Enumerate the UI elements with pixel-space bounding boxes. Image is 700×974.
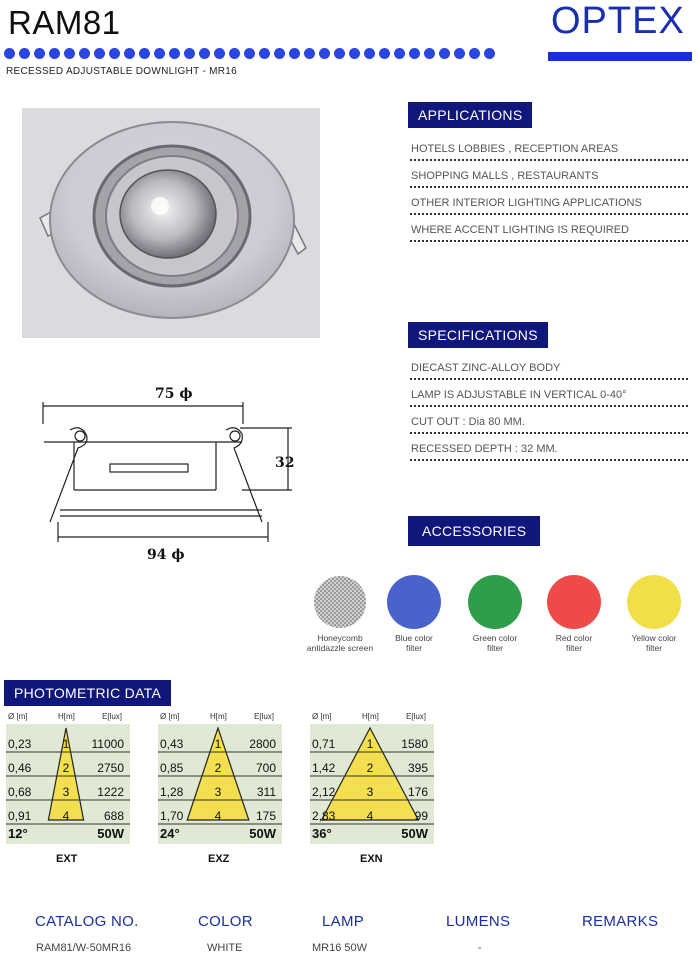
dimension-drawing — [30, 372, 320, 572]
divider-dot — [79, 48, 90, 59]
lux-value: 1580 — [401, 737, 428, 751]
height-value: 1 — [366, 737, 374, 751]
chart-col-header: Ø [m] — [160, 712, 180, 721]
lumens-header: LUMENS — [446, 913, 511, 930]
lux-value: 688 — [103, 809, 124, 823]
applications-heading: APPLICATIONS — [408, 102, 532, 128]
divider-dot — [394, 48, 405, 59]
photometric-chart-ext — [6, 724, 130, 844]
lux-value: 99 — [414, 809, 428, 823]
divider-dot — [34, 48, 45, 59]
beam-angle: 24° — [160, 826, 180, 841]
bottom-diameter-label: 94 ϕ — [147, 547, 185, 563]
height-value: 3 — [214, 785, 222, 799]
height-value: 4 — [214, 809, 222, 823]
divider-dot — [19, 48, 30, 59]
divider-dot — [184, 48, 195, 59]
applications-list — [410, 134, 688, 242]
chart-col-header: E[lux] — [102, 712, 123, 721]
chart-col-header: E[lux] — [406, 712, 427, 721]
diameter-value: 1,28 — [160, 785, 184, 799]
brand-underline — [548, 52, 692, 61]
divider-dot — [424, 48, 435, 59]
height-value: 4 — [62, 809, 70, 823]
divider-dot — [304, 48, 315, 59]
accessory-honeycomb: Honeycomb antidazzle screen — [300, 575, 380, 653]
divider-dot — [289, 48, 300, 59]
divider-dot — [469, 48, 480, 59]
lux-value: 700 — [255, 761, 276, 775]
diameter-value: 2,83 — [312, 809, 336, 823]
honeycomb-screen-icon — [313, 575, 367, 629]
chart-col-header: Ø [m] — [312, 712, 332, 721]
divider-dot — [64, 48, 75, 59]
divider-dot — [259, 48, 270, 59]
lux-value: 175 — [255, 809, 276, 823]
chart-col-header: Ø [m] — [8, 712, 28, 721]
divider-dot — [169, 48, 180, 59]
diameter-value: 0,68 — [8, 785, 32, 799]
lamp-value: MR16 50W — [312, 942, 368, 954]
divider-dot — [379, 48, 390, 59]
divider-dot — [94, 48, 105, 59]
lumens-value: - — [478, 942, 482, 954]
accessory-yellow: Yellow color filter — [614, 575, 694, 653]
product-photo — [22, 108, 320, 338]
product-code: RAM81 — [8, 4, 121, 41]
height-value: 3 — [62, 785, 70, 799]
specifications-list — [410, 353, 688, 461]
divider-dot — [244, 48, 255, 59]
chart-col-header: H[m] — [58, 712, 75, 721]
specifications-heading: SPECIFICATIONS — [408, 322, 548, 348]
product-subtitle: RECESSED ADJUSTABLE DOWNLIGHT - MR16 — [6, 66, 238, 77]
brand-logo: OPTEX — [551, 0, 685, 42]
height-value: 4 — [366, 809, 374, 823]
divider-dot — [334, 48, 345, 59]
diameter-value: 1,70 — [160, 809, 184, 823]
color-value: WHITE — [207, 942, 243, 954]
height-value: 2 — [62, 761, 70, 775]
divider-dot — [319, 48, 330, 59]
list-item: HOTELS LOBBIES , RECEPTION AREAS — [410, 134, 688, 161]
beam-angle: 36° — [312, 826, 332, 841]
diameter-value: 0,46 — [8, 761, 32, 775]
lamp-header: LAMP — [322, 913, 365, 930]
diameter-value: 0,23 — [8, 737, 32, 751]
photometric-chart-exn — [310, 724, 434, 844]
list-item: DIECAST ZINC-ALLOY BODY — [410, 353, 688, 380]
photometric-heading: PHOTOMETRIC DATA — [4, 680, 171, 706]
chart-name: EXT — [56, 853, 78, 865]
lux-value: 1222 — [97, 785, 124, 799]
height-value: 2 — [366, 761, 374, 775]
diameter-value: 0,43 — [160, 737, 184, 751]
chart-col-header: H[m] — [210, 712, 227, 721]
lux-value: 395 — [407, 761, 428, 775]
divider-dot — [124, 48, 135, 59]
remarks-header: REMARKS — [582, 913, 659, 930]
diameter-value: 0,91 — [8, 809, 32, 823]
accessory-blue: Blue color filter — [374, 575, 454, 653]
accessory-green: Green color filter — [455, 575, 535, 653]
divider-dot — [349, 48, 360, 59]
height-value: 1 — [62, 737, 70, 751]
chart-name: EXN — [360, 853, 383, 865]
divider-dot — [109, 48, 120, 59]
list-item: RECESSED DEPTH : 32 MM. — [410, 434, 688, 461]
wattage: 50W — [97, 826, 124, 841]
lux-value: 311 — [256, 785, 276, 799]
divider-dot — [214, 48, 225, 59]
diameter-value: 0,71 — [312, 737, 336, 751]
divider-dot — [154, 48, 165, 59]
divider-dot — [229, 48, 240, 59]
chart-col-header: E[lux] — [254, 712, 275, 721]
list-item: OTHER INTERIOR LIGHTING APPLICATIONS — [410, 188, 688, 215]
list-item: SHOPPING MALLS , RESTAURANTS — [410, 161, 688, 188]
blue-filter-icon — [387, 575, 441, 629]
green-filter-icon — [468, 575, 522, 629]
divider-dot — [439, 48, 450, 59]
accessory-red: Red color filter — [534, 575, 614, 653]
divider-dot — [364, 48, 375, 59]
divider-dot — [199, 48, 210, 59]
top-diameter-label: 75 ϕ — [155, 386, 193, 402]
height-value: 2 — [214, 761, 222, 775]
divider-dot — [274, 48, 285, 59]
divider-dot — [4, 48, 15, 59]
height-value: 1 — [214, 737, 222, 751]
diameter-value: 0,85 — [160, 761, 184, 775]
divider-dot — [484, 48, 495, 59]
list-item: LAMP IS ADJUSTABLE IN VERTICAL 0-40° — [410, 380, 688, 407]
yellow-filter-icon — [627, 575, 681, 629]
diameter-value: 2,12 — [312, 785, 336, 799]
downlight-photo-icon — [22, 108, 320, 338]
divider-dot — [139, 48, 150, 59]
lux-value: 11000 — [91, 737, 124, 751]
accessories-heading: ACCESSORIES — [408, 516, 540, 546]
photometric-chart-exz — [158, 724, 282, 844]
beam-angle: 12° — [8, 826, 28, 841]
dot-divider — [4, 48, 495, 59]
wattage: 50W — [249, 826, 276, 841]
color-header: COLOR — [198, 913, 253, 930]
lux-value: 176 — [407, 785, 428, 799]
diameter-value: 1,42 — [312, 761, 336, 775]
divider-dot — [454, 48, 465, 59]
divider-dot — [409, 48, 420, 59]
list-item: CUT OUT : Dia 80 MM. — [410, 407, 688, 434]
lux-value: 2800 — [249, 737, 276, 751]
red-filter-icon — [547, 575, 601, 629]
chart-col-header: H[m] — [362, 712, 379, 721]
wattage: 50W — [401, 826, 428, 841]
chart-name: EXZ — [208, 853, 230, 865]
list-item: WHERE ACCENT LIGHTING IS REQUIRED — [410, 215, 688, 242]
catalog-value: RAM81/W-50MR16 — [36, 942, 132, 954]
lux-value: 2750 — [97, 761, 124, 775]
divider-dot — [49, 48, 60, 59]
catalog-header: CATALOG NO. — [35, 913, 139, 930]
height-value: 3 — [366, 785, 374, 799]
height-label: 32 — [275, 455, 295, 471]
